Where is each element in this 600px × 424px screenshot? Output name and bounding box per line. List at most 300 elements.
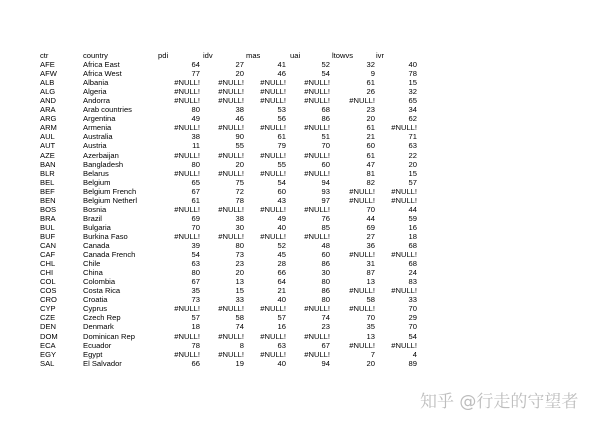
cell-uai: 93	[321, 186, 330, 196]
cell-mas: #NULL!	[260, 150, 286, 160]
cell-country: Bulgaria	[83, 222, 111, 232]
cell-uai: #NULL!	[304, 150, 330, 160]
cell-uai: 54	[321, 69, 330, 79]
cell-mas: 41	[277, 60, 286, 69]
cell-ctr: ARG	[40, 114, 57, 124]
cell-idv: 73	[235, 250, 244, 260]
cell-mas: 64	[277, 277, 286, 287]
cell-pdi: 67	[191, 277, 200, 287]
cell-ctr: CYP	[40, 304, 56, 314]
cell-ivr: 62	[408, 114, 417, 124]
header-ivr: ivr	[376, 51, 385, 60]
cell-country: China	[83, 268, 103, 278]
cell-ivr: 54	[408, 331, 417, 341]
cell-ctr: CZE	[40, 313, 56, 323]
cell-uai: 30	[321, 268, 330, 278]
cell-uai: 94	[321, 177, 330, 187]
header-pdi: pdi	[158, 51, 169, 60]
cell-idv: 74	[235, 322, 244, 332]
table-row	[0, 178, 600, 187]
cell-country: Bangladesh	[83, 159, 124, 169]
cell-mas: 61	[277, 132, 286, 142]
cell-ivr: 65	[408, 96, 417, 106]
cell-country: Croatia	[83, 295, 108, 305]
cell-idv: #NULL!	[218, 96, 244, 106]
cell-uai: #NULL!	[304, 204, 330, 214]
cell-pdi: #NULL!	[174, 304, 200, 314]
cell-ivr: 59	[408, 213, 417, 223]
cell-ltowvs: 70	[366, 313, 375, 323]
cell-ivr: 33	[408, 295, 417, 305]
cell-ivr: #NULL!	[391, 186, 417, 196]
cell-country: Algeria	[83, 87, 107, 97]
cell-idv: 38	[235, 105, 244, 115]
cell-mas: #NULL!	[260, 168, 286, 178]
cell-idv: 23	[235, 259, 244, 269]
cell-mas: #NULL!	[260, 123, 286, 133]
cell-mas: 43	[277, 195, 286, 205]
table-row	[0, 214, 600, 223]
cell-ltowvs: 58	[366, 295, 375, 305]
cell-ltowvs: #NULL!	[349, 304, 375, 314]
cell-mas: #NULL!	[260, 331, 286, 341]
cell-ivr: 24	[408, 268, 417, 278]
cell-pdi: 11	[192, 141, 200, 151]
cell-pdi: 70	[191, 222, 200, 232]
table-row	[0, 322, 600, 331]
cell-idv: 58	[235, 313, 244, 323]
table-row	[0, 304, 600, 313]
cell-idv: #NULL!	[218, 204, 244, 214]
cell-mas: 45	[277, 250, 286, 260]
cell-idv: 20	[235, 268, 244, 278]
cell-uai: 94	[321, 358, 330, 368]
cell-mas: 21	[277, 286, 286, 296]
cell-mas: #NULL!	[260, 87, 286, 97]
cell-ltowvs: 60	[366, 141, 375, 151]
cell-country: Andorra	[83, 96, 111, 106]
cell-idv: 90	[235, 132, 244, 142]
cell-pdi: #NULL!	[174, 168, 200, 178]
cell-idv: 46	[235, 114, 244, 124]
cell-ctr: ARA	[40, 105, 56, 115]
cell-uai: #NULL!	[304, 87, 330, 97]
table-row	[0, 114, 600, 123]
cell-ivr: 68	[408, 259, 417, 269]
cell-idv: 13	[235, 277, 244, 287]
cell-uai: 86	[321, 259, 330, 269]
cell-pdi: 35	[191, 286, 200, 296]
cell-pdi: 64	[191, 60, 200, 69]
cell-country: Bosnia	[83, 204, 107, 214]
cell-ivr: 32	[408, 87, 417, 97]
cell-mas: 40	[277, 358, 286, 368]
cell-pdi: 18	[191, 322, 200, 332]
header-country: country	[83, 51, 108, 60]
cell-uai: 74	[321, 313, 330, 323]
cell-ctr: AND	[40, 96, 57, 106]
cell-mas: #NULL!	[260, 78, 286, 88]
cell-ltowvs: 35	[366, 322, 375, 332]
cell-country: Brazil	[83, 213, 102, 223]
cell-ivr: #NULL!	[391, 195, 417, 205]
cell-pdi: 77	[191, 69, 200, 79]
cell-uai: #NULL!	[304, 231, 330, 241]
cell-mas: #NULL!	[260, 304, 286, 314]
header-ctr: ctr	[40, 51, 49, 60]
cell-idv: #NULL!	[218, 150, 244, 160]
cell-idv: 33	[235, 295, 244, 305]
cell-pdi: 80	[191, 105, 200, 115]
table-row	[0, 69, 600, 78]
cell-ivr: 18	[408, 231, 417, 241]
table-row	[0, 350, 600, 359]
cell-mas: 28	[277, 259, 286, 269]
cell-ivr: 57	[408, 177, 417, 187]
cell-pdi: 54	[191, 250, 200, 260]
cell-pdi: 69	[191, 213, 200, 223]
cell-mas: 49	[277, 213, 286, 223]
cell-country: Belgium	[83, 177, 111, 187]
cell-country: Egypt	[83, 349, 103, 359]
cell-uai: 60	[321, 250, 330, 260]
cell-ltowvs: 44	[366, 213, 375, 223]
table-row	[0, 141, 600, 150]
cell-ctr: BEL	[40, 177, 55, 187]
cell-ctr: BAN	[40, 159, 56, 169]
cell-uai: 60	[321, 159, 330, 169]
cell-country: Africa East	[83, 60, 120, 69]
cell-pdi: 39	[191, 241, 200, 250]
cell-mas: 54	[277, 177, 286, 187]
cell-pdi: 78	[191, 340, 200, 350]
cell-mas: #NULL!	[260, 349, 286, 359]
cell-ctr: AFW	[40, 69, 57, 79]
cell-ltowvs: #NULL!	[349, 340, 375, 350]
cell-country: Austria	[83, 141, 107, 151]
header-idv: idv	[203, 51, 213, 60]
cell-ltowvs: #NULL!	[349, 96, 375, 106]
cell-ivr: 34	[408, 105, 417, 115]
cell-mas: 52	[277, 241, 286, 250]
cell-ltowvs: 20	[366, 114, 375, 124]
cell-pdi: 65	[191, 177, 200, 187]
cell-country: Burkina Faso	[83, 231, 128, 241]
cell-ctr: AFE	[40, 60, 55, 69]
table-row	[0, 123, 600, 132]
cell-pdi: 38	[191, 132, 200, 142]
cell-pdi: 49	[191, 114, 200, 124]
cell-idv: #NULL!	[218, 87, 244, 97]
table-row	[0, 223, 600, 232]
cell-uai: 68	[321, 105, 330, 115]
cell-idv: 38	[235, 213, 244, 223]
table-row	[0, 232, 600, 241]
cell-ltowvs: 81	[366, 168, 375, 178]
cell-ivr: 78	[408, 69, 417, 79]
table-row	[0, 169, 600, 178]
cell-country: Czech Rep	[83, 313, 121, 323]
cell-mas: 60	[277, 186, 286, 196]
cell-country: Chile	[83, 259, 101, 269]
cell-ivr: 15	[408, 168, 417, 178]
cell-country: Belgium Netherl	[83, 195, 138, 205]
table-row	[0, 78, 600, 87]
cell-uai: #NULL!	[304, 96, 330, 106]
cell-idv: #NULL!	[218, 78, 244, 88]
cell-pdi: #NULL!	[174, 96, 200, 106]
cell-pdi: #NULL!	[174, 78, 200, 88]
cell-idv: 8	[239, 340, 244, 350]
cell-ltowvs: 13	[366, 277, 375, 287]
table-row	[0, 332, 600, 341]
cell-ltowvs: #NULL!	[349, 186, 375, 196]
cell-ivr: #NULL!	[391, 250, 417, 260]
cell-ctr: BUL	[40, 222, 55, 232]
cell-ltowvs: 20	[366, 358, 375, 368]
cell-uai: #NULL!	[304, 331, 330, 341]
cell-ivr: #NULL!	[391, 340, 417, 350]
cell-ctr: AUT	[40, 141, 56, 151]
cell-country: El Salvador	[83, 358, 122, 368]
cell-ltowvs: 61	[366, 78, 375, 88]
table-row	[0, 205, 600, 214]
cell-uai: 86	[321, 286, 330, 296]
cell-ctr: BUF	[40, 231, 56, 241]
cell-uai: 23	[321, 322, 330, 332]
cell-ctr: CAN	[40, 241, 57, 250]
cell-mas: 57	[277, 313, 286, 323]
header-uai: uai	[290, 51, 301, 60]
cell-pdi: #NULL!	[174, 123, 200, 133]
cell-idv: #NULL!	[218, 331, 244, 341]
cell-mas: 40	[277, 295, 286, 305]
cell-pdi: 66	[191, 358, 200, 368]
cell-idv: 80	[235, 241, 244, 250]
cell-mas: 40	[277, 222, 286, 232]
cell-ctr: CAF	[40, 250, 56, 260]
cell-uai: #NULL!	[304, 349, 330, 359]
table-row	[0, 60, 600, 69]
cell-uai: #NULL!	[304, 304, 330, 314]
cell-ctr: BOS	[40, 204, 57, 214]
cell-uai: 51	[321, 132, 330, 142]
cell-uai: 52	[321, 60, 330, 69]
cell-country: Albania	[83, 78, 109, 88]
cell-country: Argentina	[83, 114, 116, 124]
cell-mas: 46	[277, 69, 286, 79]
cell-mas: 56	[277, 114, 286, 124]
cell-idv: 55	[235, 141, 244, 151]
cell-ltowvs: #NULL!	[349, 286, 375, 296]
table-row	[0, 259, 600, 268]
cell-pdi: #NULL!	[174, 204, 200, 214]
table-row	[0, 313, 600, 322]
cell-ivr: 63	[408, 141, 417, 151]
cell-ltowvs: 23	[366, 105, 375, 115]
cell-country: Colombia	[83, 277, 116, 287]
cell-idv: 19	[235, 358, 244, 368]
cell-ctr: ALB	[40, 78, 55, 88]
header-mas: mas	[246, 51, 261, 60]
cell-country: Canada	[83, 241, 110, 250]
table-row	[0, 295, 600, 304]
cell-mas: 63	[277, 340, 286, 350]
cell-ltowvs: 9	[370, 69, 375, 79]
cell-ivr: 70	[408, 322, 417, 332]
cell-pdi: #NULL!	[174, 231, 200, 241]
cell-pdi: 63	[191, 259, 200, 269]
cell-ltowvs: 36	[366, 241, 375, 250]
table-row	[0, 151, 600, 160]
cell-uai: 80	[321, 295, 330, 305]
cell-mas: 16	[277, 322, 286, 332]
cell-ltowvs: 82	[366, 177, 375, 187]
cell-ctr: BEN	[40, 195, 56, 205]
cell-ctr: SAL	[40, 358, 55, 368]
cell-uai: 80	[321, 277, 330, 287]
table-row	[0, 268, 600, 277]
cell-uai: 97	[321, 195, 330, 205]
table-row	[0, 277, 600, 286]
cell-idv: 20	[235, 159, 244, 169]
table-row	[0, 187, 600, 196]
cell-ivr: 16	[408, 222, 417, 232]
cell-ivr: 44	[408, 204, 417, 214]
cell-mas: #NULL!	[260, 231, 286, 241]
cell-ctr: BEF	[40, 186, 55, 196]
table-row	[0, 341, 600, 350]
cell-pdi: #NULL!	[174, 331, 200, 341]
cell-ltowvs: 69	[366, 222, 375, 232]
cell-ivr: 70	[408, 304, 417, 314]
cell-ltowvs: #NULL!	[349, 250, 375, 260]
cell-ltowvs: 87	[366, 268, 375, 278]
cell-pdi: 80	[191, 159, 200, 169]
cell-ltowvs: 31	[366, 259, 375, 269]
cell-ivr: 29	[408, 313, 417, 323]
cell-idv: 27	[235, 60, 244, 69]
cell-mas: 55	[277, 159, 286, 169]
cell-pdi: #NULL!	[174, 150, 200, 160]
cell-ivr: #NULL!	[391, 123, 417, 133]
cell-country: Azerbaijan	[83, 150, 119, 160]
table-row	[0, 241, 600, 250]
cell-ivr: 4	[412, 349, 417, 359]
cell-ivr: 68	[408, 241, 417, 250]
cell-ctr: CHL	[40, 259, 56, 269]
cell-ctr: ARM	[40, 123, 57, 133]
cell-idv: 75	[235, 177, 244, 187]
cell-ivr: 22	[408, 150, 417, 160]
table-row	[0, 196, 600, 205]
cell-uai: #NULL!	[304, 78, 330, 88]
cell-ctr: BRA	[40, 213, 56, 223]
watermark: 知乎 @行走的守望者	[420, 392, 579, 412]
table-row	[0, 250, 600, 259]
table-row	[0, 87, 600, 96]
cell-uai: 85	[321, 222, 330, 232]
cell-ivr: 83	[408, 277, 417, 287]
cell-ivr: 40	[408, 60, 417, 69]
cell-idv: 20	[235, 69, 244, 79]
cell-mas: 53	[277, 105, 286, 115]
cell-mas: 79	[277, 141, 286, 151]
cell-ltowvs: 27	[366, 231, 375, 241]
cell-country: Belgium French	[83, 186, 137, 196]
cell-country: Arab countries	[83, 105, 132, 115]
cell-uai: #NULL!	[304, 123, 330, 133]
cell-ltowvs: 26	[366, 87, 375, 97]
cell-pdi: 57	[191, 313, 200, 323]
table-row	[0, 160, 600, 169]
cell-ctr: AZE	[40, 150, 55, 160]
cell-ltowvs: 70	[366, 204, 375, 214]
cell-idv: #NULL!	[218, 304, 244, 314]
header-row	[0, 51, 600, 60]
cell-ctr: ECA	[40, 340, 56, 350]
cell-mas: #NULL!	[260, 204, 286, 214]
cell-ltowvs: 21	[366, 132, 375, 142]
cell-uai: 48	[321, 241, 330, 250]
cell-mas: 66	[277, 268, 286, 278]
cell-country: Costa Rica	[83, 286, 121, 296]
cell-country: Belarus	[83, 168, 109, 178]
cell-ivr: 89	[408, 358, 417, 368]
cell-country: Cyprus	[83, 304, 108, 314]
cell-ltowvs: 32	[366, 60, 375, 69]
cell-pdi: 80	[191, 268, 200, 278]
cell-idv: #NULL!	[218, 349, 244, 359]
cell-pdi: 73	[191, 295, 200, 305]
cell-ctr: DEN	[40, 322, 57, 332]
cell-ivr: 15	[408, 78, 417, 88]
cell-pdi: 61	[191, 195, 200, 205]
cell-ltowvs: 61	[366, 150, 375, 160]
table-row	[0, 359, 600, 368]
table-row	[0, 96, 600, 105]
cell-ltowvs: 61	[366, 123, 375, 133]
cell-idv: 72	[235, 186, 244, 196]
cell-uai: 67	[321, 340, 330, 350]
cell-pdi: 67	[191, 186, 200, 196]
cell-ctr: CHI	[40, 268, 54, 278]
cell-country: Armenia	[83, 123, 112, 133]
cell-ctr: AUL	[40, 132, 55, 142]
cell-idv: #NULL!	[218, 231, 244, 241]
cell-idv: #NULL!	[218, 168, 244, 178]
cell-idv: 78	[235, 195, 244, 205]
cell-ctr: COS	[40, 286, 57, 296]
cell-ctr: EGY	[40, 349, 57, 359]
cell-ltowvs: 47	[366, 159, 375, 169]
cell-pdi: #NULL!	[174, 349, 200, 359]
header-ltowvs: ltowvs	[332, 51, 354, 60]
cell-idv: 15	[235, 286, 244, 296]
cell-uai: 76	[321, 213, 330, 223]
cell-uai: #NULL!	[304, 168, 330, 178]
cell-pdi: #NULL!	[174, 87, 200, 97]
table-row	[0, 286, 600, 295]
cell-ltowvs: #NULL!	[349, 195, 375, 205]
cell-country: Canada French	[83, 250, 136, 260]
cell-country: Australia	[83, 132, 113, 142]
cell-country: Africa West	[83, 69, 122, 79]
cell-ctr: CRO	[40, 295, 57, 305]
cell-uai: 70	[321, 141, 330, 151]
cell-idv: #NULL!	[218, 123, 244, 133]
cell-ltowvs: 13	[366, 331, 375, 341]
